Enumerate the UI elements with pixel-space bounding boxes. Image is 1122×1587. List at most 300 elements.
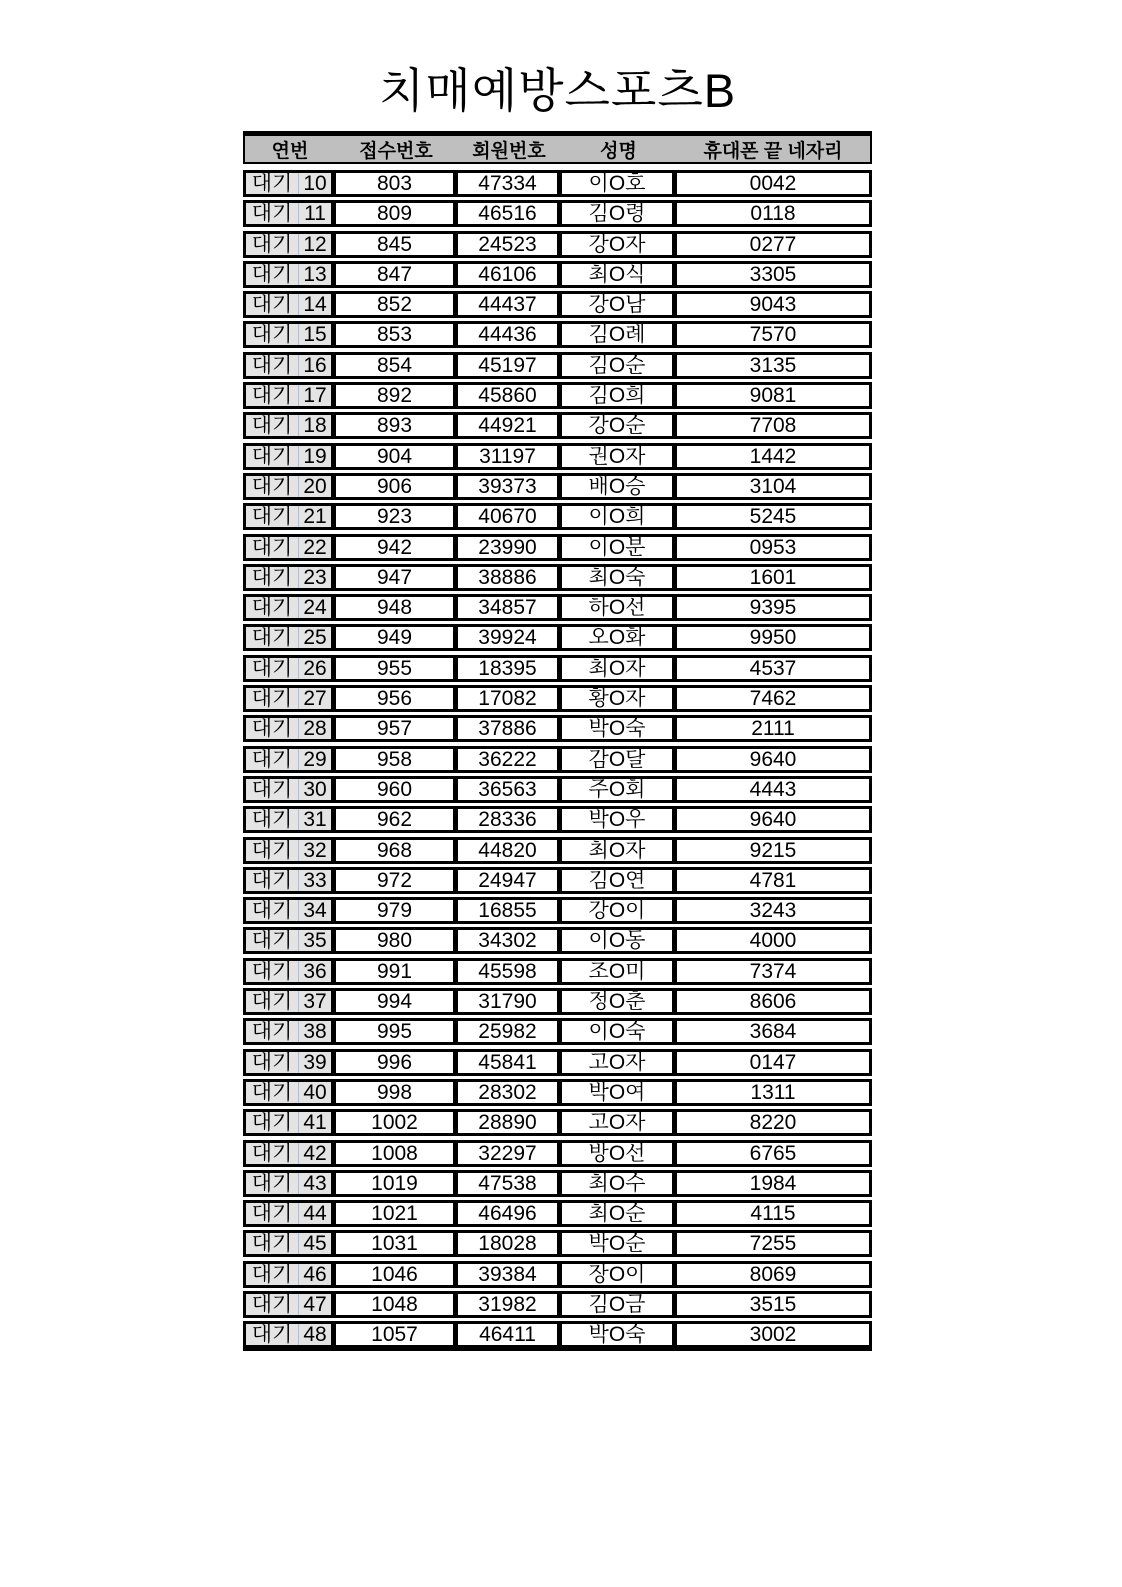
cell-member-no: 39924: [458, 627, 562, 648]
table-row: [243, 685, 872, 712]
cell-member-no: 46516: [458, 203, 562, 224]
cell-name: 강O남: [562, 294, 677, 315]
cell-receipt-no: 923: [336, 506, 458, 527]
serial-prefix-label: 대기: [246, 415, 299, 436]
cell-phone-last4: 9640: [749, 809, 797, 831]
cell-member-no: 34857: [458, 597, 562, 618]
cell-receipt-no: 1021: [336, 1203, 458, 1224]
serial-prefix-label: 대기: [246, 385, 299, 406]
serial-prefix-label: 대기: [246, 1173, 299, 1194]
cell-member-no: 46106: [458, 264, 562, 285]
cell-name: 감O달: [562, 749, 677, 770]
cell-serial: [246, 324, 336, 345]
cell-serial: [246, 809, 336, 830]
serial-number: 10: [303, 173, 327, 194]
serial-number: 40: [303, 1081, 327, 1103]
serial-number: 28: [303, 718, 327, 740]
cell-phone-last4: 3684: [749, 1021, 797, 1043]
cell-serial: [246, 1143, 336, 1164]
serial-prefix-label: 대기: [246, 1052, 299, 1073]
cell-phone-last4: 3515: [749, 1293, 797, 1315]
cell-serial: [246, 234, 336, 255]
serial-prefix-label: 대기: [246, 840, 299, 861]
cell-serial: [246, 355, 336, 376]
cell-member-no: 16855: [458, 900, 562, 921]
cell-member-no: 45598: [458, 961, 562, 982]
serial-number: 31: [303, 809, 327, 831]
serial-number: 32: [303, 839, 327, 861]
table-row: [243, 382, 872, 409]
serial-number: 45: [303, 1233, 327, 1255]
serial-number: 22: [303, 536, 327, 558]
cell-receipt-no: 1031: [336, 1233, 458, 1254]
cell-receipt-no: 958: [336, 749, 458, 770]
serial-prefix-label: 대기: [246, 1294, 299, 1315]
cell-name: 배O승: [562, 476, 677, 497]
serial-number: 36: [303, 960, 327, 982]
table-row: [243, 1079, 872, 1106]
serial-number: 13: [303, 263, 327, 285]
table-row: [243, 806, 872, 833]
cell-serial: [246, 264, 336, 285]
serial-prefix-label: 대기: [246, 1082, 299, 1103]
cell-receipt-no: 852: [336, 294, 458, 315]
table-row: [243, 867, 872, 894]
cell-member-no: 23990: [458, 537, 562, 558]
cell-receipt-no: 948: [336, 597, 458, 618]
cell-receipt-no: 892: [336, 385, 458, 406]
table-row: [243, 564, 872, 591]
cell-receipt-no: 955: [336, 658, 458, 679]
table-row: [243, 1140, 872, 1167]
cell-phone-last4: 0953: [749, 536, 797, 558]
serial-number: 25: [303, 627, 327, 649]
serial-number: 18: [303, 415, 327, 437]
cell-phone-last4: 9395: [749, 597, 797, 619]
table-row: [243, 1049, 872, 1076]
table-row: [243, 1109, 872, 1136]
cell-receipt-no: 996: [336, 1052, 458, 1073]
cell-name: 주O회: [562, 779, 677, 800]
cell-name: 강O자: [562, 234, 677, 255]
cell-member-no: 40670: [458, 506, 562, 527]
serial-prefix-label: 대기: [246, 1233, 299, 1254]
serial-prefix-label: 대기: [246, 264, 299, 285]
table-row: [243, 200, 872, 227]
table-row: [243, 443, 872, 470]
cell-member-no: 34302: [458, 930, 562, 951]
cell-name: 권O자: [562, 446, 677, 467]
serial-prefix-label: 대기: [246, 1143, 299, 1164]
serial-number: 19: [303, 445, 327, 467]
table-row: [243, 1291, 872, 1318]
cell-receipt-no: 904: [336, 446, 458, 467]
cell-name: 김O희: [562, 385, 677, 406]
cell-name: 방O선: [562, 1143, 677, 1164]
serial-number: 38: [303, 1021, 327, 1043]
table-row: [243, 1018, 872, 1045]
serial-number: 16: [303, 354, 327, 376]
table-row: [243, 1321, 872, 1351]
cell-name: 김O령: [562, 203, 677, 224]
cell-receipt-no: 1057: [336, 1324, 458, 1345]
table-row: [243, 897, 872, 924]
cell-phone-last4: 3305: [749, 263, 797, 285]
cell-name: 최O수: [562, 1173, 677, 1194]
cell-name: 강O이: [562, 900, 677, 921]
cell-receipt-no: 980: [336, 930, 458, 951]
cell-receipt-no: 960: [336, 779, 458, 800]
cell-name: 정O춘: [562, 991, 677, 1012]
cell-phone-last4: 3135: [749, 354, 797, 376]
cell-phone-last4: 1311: [750, 1081, 796, 1103]
cell-serial: [246, 870, 336, 891]
serial-number: 26: [303, 657, 327, 679]
serial-number: 12: [303, 233, 327, 255]
cell-member-no: 28890: [458, 1112, 562, 1133]
cell-receipt-no: 1008: [336, 1143, 458, 1164]
cell-serial: [246, 900, 336, 921]
cell-serial: [246, 1112, 336, 1133]
serial-number: 11: [304, 203, 326, 225]
serial-number: 30: [303, 778, 327, 800]
cell-member-no: 36563: [458, 779, 562, 800]
cell-member-no: 18028: [458, 1233, 562, 1254]
cell-member-no: 31982: [458, 1294, 562, 1315]
cell-name: 박O숙: [562, 718, 677, 739]
cell-receipt-no: 803: [336, 173, 458, 194]
table-row: [243, 776, 872, 803]
cell-phone-last4: 8606: [749, 991, 797, 1013]
cell-phone-last4: 6765: [749, 1142, 797, 1164]
serial-number: 33: [303, 869, 327, 891]
table-row: [243, 837, 872, 864]
cell-phone-last4: 0042: [749, 173, 797, 194]
serial-prefix-label: 대기: [246, 355, 299, 376]
cell-serial: [246, 961, 336, 982]
cell-serial: [246, 718, 336, 739]
cell-phone-last4: 7374: [749, 960, 797, 982]
cell-receipt-no: 956: [336, 688, 458, 709]
cell-member-no: 36222: [458, 749, 562, 770]
serial-number: 47: [303, 1293, 327, 1315]
cell-serial: [246, 1233, 336, 1254]
cell-name: 김O금: [562, 1294, 677, 1315]
cell-name: 이O동: [562, 930, 677, 951]
cell-member-no: 45841: [458, 1052, 562, 1073]
table-header-row: [243, 131, 872, 164]
cell-phone-last4: 9640: [749, 748, 797, 770]
cell-serial: [246, 779, 336, 800]
serial-number: 27: [303, 688, 327, 710]
serial-number: 41: [303, 1112, 327, 1134]
cell-member-no: 18395: [458, 658, 562, 679]
cell-phone-last4: 9215: [749, 839, 797, 861]
cell-phone-last4: 4443: [749, 778, 797, 800]
cell-name: 최O식: [562, 264, 677, 285]
cell-member-no: 44437: [458, 294, 562, 315]
cell-member-no: 25982: [458, 1021, 562, 1042]
serial-prefix-label: 대기: [246, 506, 299, 527]
cell-serial: [246, 173, 336, 194]
cell-name: 오O화: [562, 627, 677, 648]
table-row: [243, 321, 872, 348]
cell-phone-last4: 4000: [749, 930, 797, 952]
cell-name: 이O호: [562, 173, 677, 194]
cell-member-no: 45860: [458, 385, 562, 406]
cell-name: 이O희: [562, 506, 677, 527]
table-row: [243, 715, 872, 742]
serial-prefix-label: 대기: [246, 173, 299, 194]
cell-phone-last4: 3243: [749, 900, 797, 922]
cell-serial: [246, 749, 336, 770]
cell-phone-last4: 2111: [751, 718, 795, 740]
serial-prefix-label: 대기: [246, 961, 299, 982]
table-row: [243, 534, 872, 561]
cell-name: 이O숙: [562, 1021, 677, 1042]
cell-serial: [246, 567, 336, 588]
serial-number: 48: [303, 1324, 327, 1346]
table-row: [243, 412, 872, 439]
cell-serial: [246, 446, 336, 467]
cell-name: 박O순: [562, 1233, 677, 1254]
cell-member-no: 44820: [458, 840, 562, 861]
cell-receipt-no: 1046: [336, 1264, 458, 1285]
cell-receipt-no: 893: [336, 415, 458, 436]
table-row: [243, 473, 872, 500]
cell-phone-last4: 9043: [749, 294, 797, 316]
cell-name: 하O선: [562, 597, 677, 618]
table-row: [243, 261, 872, 288]
serial-prefix-label: 대기: [246, 991, 299, 1012]
cell-name: 이O분: [562, 537, 677, 558]
cell-receipt-no: 1002: [336, 1112, 458, 1133]
serial-prefix-label: 대기: [246, 658, 299, 679]
cell-receipt-no: 847: [336, 264, 458, 285]
serial-prefix-label: 대기: [246, 627, 299, 648]
serial-prefix-label: 대기: [246, 1264, 299, 1285]
cell-member-no: 37886: [458, 718, 562, 739]
serial-prefix-label: 대기: [246, 688, 299, 709]
cell-receipt-no: 962: [336, 809, 458, 830]
serial-prefix-label: 대기: [246, 1021, 299, 1042]
header-cell-receipt-no: 접수번호: [359, 140, 433, 162]
cell-receipt-no: 906: [336, 476, 458, 497]
serial-number: 15: [303, 324, 327, 346]
serial-prefix-label: 대기: [246, 930, 299, 951]
cell-member-no: 39384: [458, 1264, 562, 1285]
cell-serial: [246, 1052, 336, 1073]
table-row: [243, 1170, 872, 1197]
cell-member-no: 24523: [458, 234, 562, 255]
cell-serial: [246, 840, 336, 861]
cell-receipt-no: 957: [336, 718, 458, 739]
cell-phone-last4: 8069: [749, 1263, 797, 1285]
serial-prefix-label: 대기: [246, 1112, 299, 1133]
serial-prefix-label: 대기: [246, 718, 299, 739]
serial-prefix-label: 대기: [246, 1324, 299, 1345]
cell-serial: [246, 688, 336, 709]
cell-phone-last4: 3104: [749, 475, 797, 497]
cell-serial: [246, 1082, 336, 1103]
cell-serial: [246, 1294, 336, 1315]
cell-serial: [246, 658, 336, 679]
cell-serial: [246, 294, 336, 315]
page-title: 치매예방스포츠B: [378, 64, 737, 117]
serial-number: 37: [303, 991, 327, 1013]
table-body: [243, 170, 872, 1351]
cell-name: 장O이: [562, 1264, 677, 1285]
header-cell-member-no: 회원번호: [472, 140, 546, 162]
cell-member-no: 44921: [458, 415, 562, 436]
cell-member-no: 47538: [458, 1173, 562, 1194]
serial-number: 42: [303, 1142, 327, 1164]
table-row: [243, 291, 872, 318]
cell-receipt-no: 1048: [336, 1294, 458, 1315]
cell-serial: [246, 597, 336, 618]
cell-serial: [246, 1324, 336, 1345]
serial-prefix-label: 대기: [246, 809, 299, 830]
cell-name: 고O자: [562, 1112, 677, 1133]
cell-receipt-no: 972: [336, 870, 458, 891]
cell-serial: [246, 476, 336, 497]
cell-receipt-no: 968: [336, 840, 458, 861]
cell-receipt-no: 1019: [336, 1173, 458, 1194]
cell-phone-last4: 8220: [749, 1112, 797, 1134]
cell-phone-last4: 7708: [749, 415, 797, 437]
cell-member-no: 38886: [458, 567, 562, 588]
serial-number: 39: [303, 1051, 327, 1073]
serial-number: 24: [303, 597, 327, 619]
cell-serial: [246, 415, 336, 436]
cell-name: 박O숙: [562, 1324, 677, 1345]
cell-member-no: 45197: [458, 355, 562, 376]
serial-prefix-label: 대기: [246, 870, 299, 891]
table-row: [243, 624, 872, 651]
cell-receipt-no: 942: [336, 537, 458, 558]
cell-receipt-no: 994: [336, 991, 458, 1012]
cell-serial: [246, 1264, 336, 1285]
serial-prefix-label: 대기: [246, 900, 299, 921]
table-row: [243, 1200, 872, 1227]
cell-name: 김O례: [562, 324, 677, 345]
cell-member-no: 28336: [458, 809, 562, 830]
cell-member-no: 31197: [458, 446, 562, 467]
cell-name: 박O우: [562, 809, 677, 830]
serial-prefix-label: 대기: [246, 537, 299, 558]
cell-phone-last4: 9950: [749, 627, 797, 649]
serial-number: 20: [303, 475, 327, 497]
cell-name: 조O미: [562, 961, 677, 982]
table-row: [243, 988, 872, 1015]
table-row: [243, 503, 872, 530]
cell-name: 황O자: [562, 688, 677, 709]
cell-phone-last4: 4781: [749, 869, 797, 891]
cell-phone-last4: 9081: [749, 385, 797, 407]
cell-name: 김O연: [562, 870, 677, 891]
cell-phone-last4: 3002: [749, 1324, 797, 1346]
cell-member-no: 46496: [458, 1203, 562, 1224]
serial-prefix-label: 대기: [246, 234, 299, 255]
cell-receipt-no: 949: [336, 627, 458, 648]
cell-phone-last4: 0147: [749, 1051, 797, 1073]
serial-number: 34: [303, 900, 327, 922]
serial-number: 43: [303, 1172, 327, 1194]
cell-member-no: 17082: [458, 688, 562, 709]
table-row: [243, 958, 872, 985]
cell-phone-last4: 7462: [749, 688, 797, 710]
serial-prefix-label: 대기: [246, 597, 299, 618]
cell-receipt-no: 991: [336, 961, 458, 982]
cell-member-no: 31790: [458, 991, 562, 1012]
cell-member-no: 28302: [458, 1082, 562, 1103]
cell-phone-last4: 1984: [749, 1172, 797, 1194]
serial-number: 14: [303, 294, 327, 316]
cell-member-no: 47334: [458, 173, 562, 194]
cell-name: 강O순: [562, 415, 677, 436]
cell-member-no: 46411: [458, 1324, 562, 1345]
cell-serial: [246, 385, 336, 406]
cell-receipt-no: 979: [336, 900, 458, 921]
cell-serial: [246, 203, 336, 224]
serial-prefix-label: 대기: [246, 779, 299, 800]
cell-member-no: 32297: [458, 1143, 562, 1164]
cell-serial: [246, 1021, 336, 1042]
table-row: [243, 746, 872, 773]
cell-serial: [246, 537, 336, 558]
table-row: [243, 352, 872, 379]
table-row: [243, 1261, 872, 1288]
cell-name: 최O순: [562, 1203, 677, 1224]
header-cell-phone-last4: 휴대폰 끝 네자리: [703, 140, 843, 162]
cell-name: 김O순: [562, 355, 677, 376]
cell-phone-last4: 0118: [750, 203, 796, 225]
cell-member-no: 39373: [458, 476, 562, 497]
cell-phone-last4: 0277: [749, 233, 797, 255]
cell-serial: [246, 1203, 336, 1224]
cell-serial: [246, 930, 336, 951]
cell-receipt-no: 809: [336, 203, 458, 224]
serial-number: 35: [303, 930, 327, 952]
cell-member-no: 44436: [458, 324, 562, 345]
cell-name: 최O자: [562, 840, 677, 861]
serial-prefix-label: 대기: [246, 203, 299, 224]
cell-phone-last4: 4537: [749, 657, 797, 679]
serial-number: 21: [303, 506, 327, 528]
cell-phone-last4: 4115: [750, 1203, 796, 1225]
serial-number: 29: [303, 748, 327, 770]
header-cell-serial: 연번: [271, 140, 309, 162]
cell-serial: [246, 991, 336, 1012]
serial-prefix-label: 대기: [246, 294, 299, 315]
table-row: [243, 1230, 872, 1257]
table-row: [243, 927, 872, 954]
serial-number: 46: [303, 1263, 327, 1285]
table-row: [243, 170, 872, 197]
cell-receipt-no: 995: [336, 1021, 458, 1042]
serial-prefix-label: 대기: [246, 476, 299, 497]
cell-receipt-no: 845: [336, 234, 458, 255]
serial-number: 17: [303, 385, 327, 407]
cell-member-no: 24947: [458, 870, 562, 891]
serial-prefix-label: 대기: [246, 446, 299, 467]
table-row: [243, 231, 872, 258]
cell-receipt-no: 947: [336, 567, 458, 588]
waitlist-table: [243, 131, 872, 1355]
header-cell-name: 성명: [600, 140, 637, 162]
cell-receipt-no: 854: [336, 355, 458, 376]
cell-phone-last4: 7570: [749, 324, 797, 346]
